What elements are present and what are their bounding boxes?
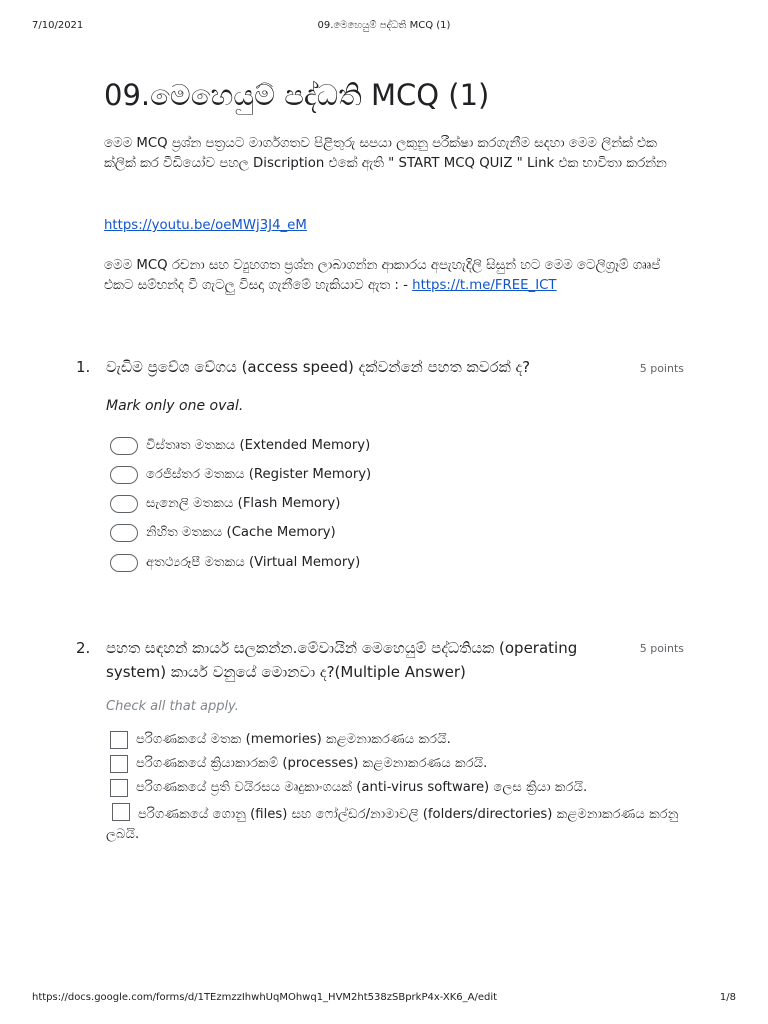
radio-oval[interactable] [110, 466, 138, 484]
q1-option-5[interactable] [110, 553, 721, 573]
q1-option-4-label: නිහිත මතකය (Cache Memory) [146, 525, 336, 540]
radio-oval[interactable] [110, 524, 138, 542]
q2-option-4[interactable] [106, 802, 686, 845]
form-title: 09.මෙහෙයුම් පද්ධති MCQ (1) [104, 78, 490, 112]
youtube-link-row [104, 216, 684, 236]
radio-oval[interactable] [110, 437, 138, 455]
form-description: මෙම MCQ ප්‍රශ්න පත්‍රයට මාර්ගගතව පිළිතුරු සපයා ලකුනු පරීක්ෂා කරගැනීම සදහා මෙම ලින්ක් එක ක්ලික් කර වීඩියෝව පහල Discription එකේ ඇති " START MCQ QUIZ " Link එක භාවිතා කරන්න [104, 136, 667, 171]
checkbox[interactable] [110, 779, 128, 797]
q1-option-2[interactable] [110, 465, 721, 485]
q2-option-3-label: පරිගණකයේ ප්‍රති වයිරසය මෘදුකාංගයක් (anti-virus software) ලෙස ක්‍රියා කරයි. [136, 780, 588, 795]
question-2-points: 5 points [639, 642, 684, 655]
q1-option-1-label: විස්තෘත මතකය (Extended Memory) [146, 438, 371, 453]
question-1-number: 1. [76, 358, 91, 376]
youtube-link[interactable]: https://youtu.be/oeMWj3J4_eM [104, 218, 307, 233]
question-2-hint: Check all that apply. [106, 699, 239, 714]
question-1-points: 5 points [639, 362, 684, 375]
print-url: https://docs.google.com/forms/d/1TEzmzzIhwhUqMOhwq1_HVM2ht538zSBprkP4x-XK6_A/edit [32, 992, 498, 1003]
q2-option-3[interactable] [110, 778, 711, 798]
radio-oval[interactable] [110, 495, 138, 513]
q1-option-2-label: රෙජිස්තර මතකය (Register Memory) [146, 467, 372, 482]
q2-option-4-content [106, 802, 686, 845]
q2-option-4-label: පරිගණකයේ ගොනු (files) සහ ෆෝල්ඩර/නාමාවලි (folders/directories) කළමනාකරණය කරනු ලබයි. [106, 807, 679, 842]
q2-option-2-label: පරිගණකයේ ක්‍රියාකාරකම් (processes) කළමනාකරණය කරයි. [136, 756, 488, 771]
q1-option-3[interactable] [110, 494, 721, 514]
question-2-text: පහත සඳහන් කාර්ය සලකන්න.මේවායින් මෙහෙයුම් පද්ධතියක (operating system) කාර්ය වනුයේ මොනවා ද?(Multiple Answer) [106, 639, 578, 681]
q1-option-4[interactable] [110, 523, 721, 543]
page-number: 1/8 [719, 992, 736, 1003]
radio-oval[interactable] [110, 554, 138, 572]
q2-option-1-label: පරිගණකයේ මතක (memories) කළමනාකරණය කරයි. [136, 732, 451, 747]
telegram-link[interactable]: https://t.me/FREE_ICT [412, 278, 557, 293]
q1-option-1[interactable] [110, 436, 721, 456]
print-date: 7/10/2021 [32, 20, 84, 31]
question-1-text: වැඩිම ප්‍රවේශ වේගය (access speed) දක්වන්නේ පහත කවරක් ද? [106, 358, 531, 376]
q2-option-1[interactable] [110, 730, 711, 750]
checkbox[interactable] [110, 731, 128, 749]
print-doc-title: 09.මෙහෙයුම් පද්ධති MCQ (1) [317, 20, 451, 31]
question-1-hint: Mark only one oval. [106, 398, 244, 414]
q1-option-3-label: සැනෙලි මතකය (Flash Memory) [146, 496, 341, 511]
telegram-description-text: මෙම MCQ රචනා සහ ව්‍යුහගත ප්‍රශ්න ලාබාගන්න ආකාරය අපැහැදිලි සිසුන් හට මෙම ටෙලිග්‍රෑම් ගෲප් එකට සම්භන්ද වී ගැටලු විසදා ගැනීමේ හැකියාව ඇත : - [104, 258, 661, 293]
q2-option-2[interactable] [110, 754, 711, 774]
checkbox[interactable] [112, 803, 130, 821]
checkbox[interactable] [110, 755, 128, 773]
question-2-number: 2. [76, 639, 91, 657]
q1-option-5-label: අතථ්‍යරූපී මතකය (Virtual Memory) [146, 555, 361, 570]
telegram-description [104, 256, 684, 296]
